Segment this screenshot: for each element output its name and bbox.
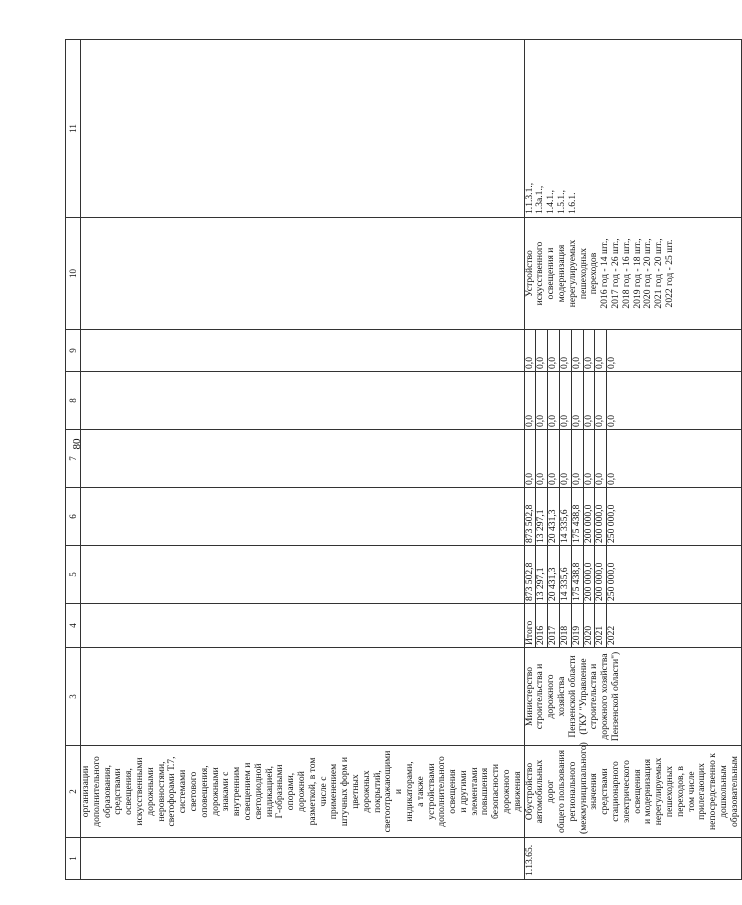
header-col-3: 3	[66, 648, 81, 746]
col9-cell: 0,0	[595, 330, 607, 371]
col6-list	[524, 488, 741, 546]
col8-cell: 0,0	[536, 372, 548, 429]
col9-cell: 0,0	[572, 330, 584, 371]
header-col-9: 9	[66, 330, 81, 372]
header-col-6: 6	[66, 488, 81, 546]
col5-cell: 20 431,3	[548, 546, 560, 603]
program-table	[65, 39, 742, 880]
year-list	[524, 604, 741, 648]
col7-cell: 0,0	[606, 473, 618, 485]
col5-cell: 200 000,0	[595, 546, 607, 603]
col5-cell: 200 000,0	[584, 546, 596, 603]
col8-list	[524, 372, 741, 430]
col7-cell: 0,0	[536, 430, 548, 487]
year-cell: 2018	[560, 604, 572, 647]
col9-cell: 0,0	[536, 330, 548, 371]
col5-cell: 250 000,0	[606, 562, 618, 601]
col5-cell: 13 297,1	[536, 546, 548, 603]
col9-cell: 0,0	[548, 330, 560, 371]
col8-cell: 0,0	[595, 372, 607, 429]
cont-cell-7	[81, 430, 525, 488]
col7-cell: 0,0	[584, 430, 596, 487]
header-col-10: 10	[66, 218, 81, 330]
col6-cell: 250 000,0	[606, 504, 618, 543]
year-cell: Итого	[525, 604, 537, 647]
col7-cell: 0,0	[525, 430, 537, 487]
col6-cell: 175 438,8	[572, 488, 584, 545]
cont-cell-3	[81, 648, 525, 746]
year-cell: 2022	[606, 625, 618, 645]
result-text: Устройство искусственного освещения и модернизация нерегулируемых пешеходных переходов 2016 год - 14 шт., 2017 год - 26 шт., 2018 год - 16 шт., 2019 год - 18 шт., 2020 год - 20 шт., 2021 год - 20 шт., 2022 год - 25 шт.	[524, 218, 741, 330]
col9-cell: 0,0	[560, 330, 572, 371]
col5-cell: 14 335,6	[560, 546, 572, 603]
year-cell: 2020	[584, 604, 596, 647]
cont-cell-1	[81, 838, 525, 880]
col6-cell: 20 431,3	[548, 488, 560, 545]
col7-cell: 0,0	[548, 430, 560, 487]
header-col-8: 8	[66, 372, 81, 430]
col6-cell: 14 335,6	[560, 488, 572, 545]
indicator-links: 1.1.3.1., 1.3а.1., 1.4.1., 1.5.1., 1.6.1.	[524, 40, 741, 218]
col6-cell: 873 502,8	[525, 488, 537, 545]
header-col-5: 5	[66, 546, 81, 604]
cont-cell-4	[81, 604, 525, 648]
row-description: Обустройство автомобильных дорог общего пользования регионального (межмуниципального) значения средствами стационарного электрического освещения и модернизация нерегулируемых пешеходных переходов, в том числе прилегающих непосредственно к дошкольным образовательным	[524, 746, 741, 838]
col9-cell: 0,0	[525, 330, 537, 371]
col7-cell: 0,0	[595, 430, 607, 487]
col9-cell: 0,0	[584, 330, 596, 371]
col9-cell: 0,0	[606, 357, 618, 369]
cont-cell-8	[81, 372, 525, 430]
col8-cell: 0,0	[560, 372, 572, 429]
col8-cell: 0,0	[548, 372, 560, 429]
cont-cell-9	[81, 330, 525, 372]
col8-cell: 0,0	[606, 415, 618, 427]
rotated-table-wrapper	[65, 40, 740, 880]
col8-cell: 0,0	[525, 372, 537, 429]
year-cell: 2019	[572, 604, 584, 647]
col6-cell: 13 297,1	[536, 488, 548, 545]
row-number: 1.13.65.	[524, 838, 741, 880]
continuation-text: организации дополнительного образования, средствами освещения, искусственными дорожными неровностями, светофорами Т.7, системами светового оповещения, дорожными знаками с внутренним освещением и светодиодной индикацией, Г-образными опорами, дорожной разметкой, в том числе с применением штучных форм и цветных дорожных покрытий, светоотражающими и индикаторами, а также устройствами дополнительного освещения и другими элементами повышения безопасности дорожного движения	[81, 746, 525, 838]
year-cell: 2021	[595, 604, 607, 647]
header-col-2: 2	[66, 746, 81, 838]
header-row	[66, 40, 81, 880]
continuation-row	[81, 40, 525, 880]
cont-cell-10	[81, 218, 525, 330]
cont-cell-5	[81, 546, 525, 604]
cont-cell-11	[81, 40, 525, 218]
col5-cell: 873 502,8	[525, 546, 537, 603]
col7-cell: 0,0	[560, 430, 572, 487]
col7-list	[524, 430, 741, 488]
header-col-1: 1	[66, 838, 81, 880]
year-cell: 2017	[548, 604, 560, 647]
header-col-4: 4	[66, 604, 81, 648]
year-cell: 2016	[536, 604, 548, 647]
col6-cell: 200 000,0	[595, 488, 607, 545]
cont-cell-6	[81, 488, 525, 546]
col7-cell: 0,0	[572, 430, 584, 487]
col8-cell: 0,0	[572, 372, 584, 429]
col5-list	[524, 546, 741, 604]
row-executor: Министерство строительства и дорожного хозяйства Пензенской области (ГКУ "Управление строительства и дорожного хозяйства Пензенской области")	[524, 648, 741, 746]
page-number: 80	[71, 438, 83, 450]
col8-cell: 0,0	[584, 372, 596, 429]
col5-cell: 175 438,8	[572, 546, 584, 603]
header-col-11: 11	[66, 40, 81, 218]
table-row	[524, 40, 741, 880]
col9-list	[524, 330, 741, 372]
header-col-7: 7	[66, 430, 81, 488]
col6-cell: 200 000,0	[584, 488, 596, 545]
